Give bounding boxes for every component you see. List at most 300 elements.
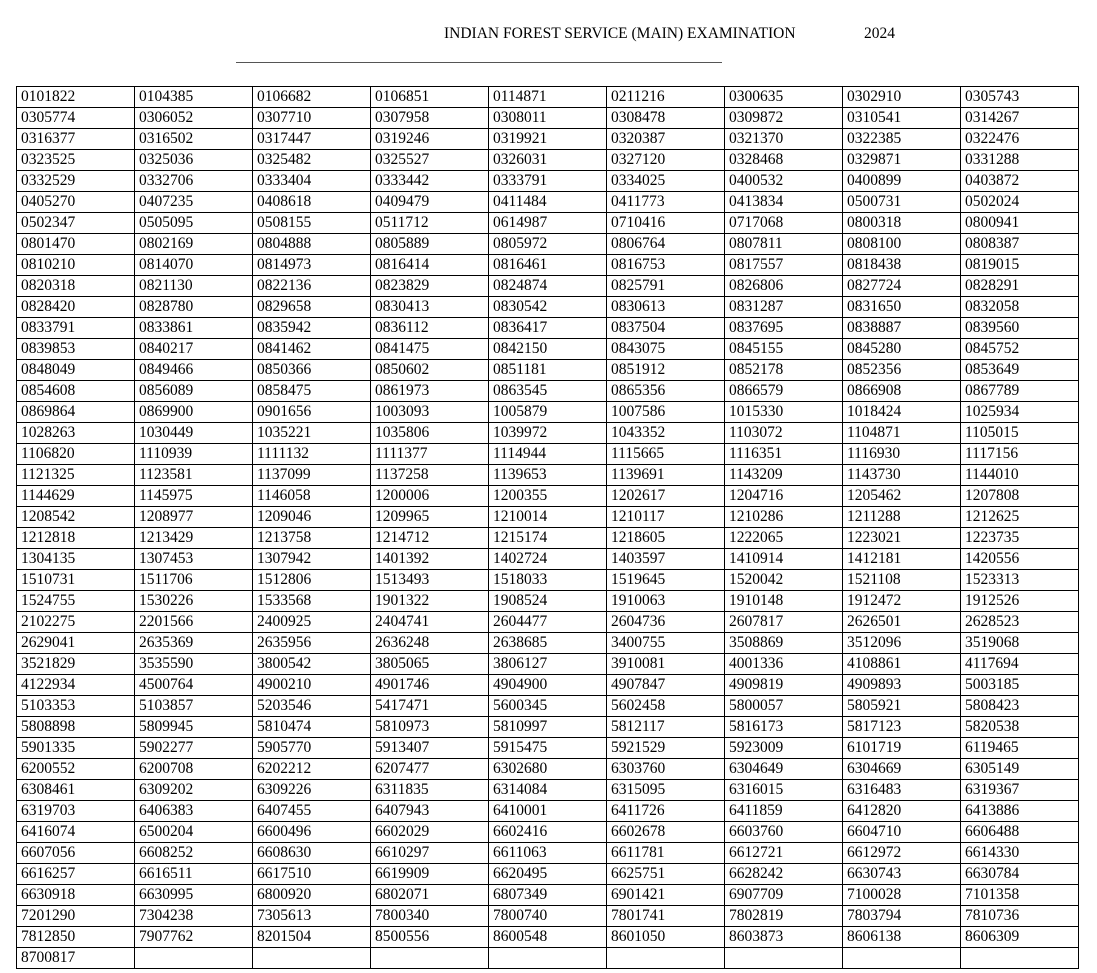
roll-number-cell: 0114871 [489,87,607,108]
roll-number-cell [135,948,253,969]
table-row [17,360,1079,381]
roll-number-cell: 1114944 [489,444,607,465]
roll-number-cell: 1210117 [607,507,725,528]
roll-number-cell: 3400755 [607,633,725,654]
roll-number-cell [961,948,1079,969]
roll-number-cell: 0800941 [961,213,1079,234]
roll-number-cell: 5808423 [961,696,1079,717]
roll-number-cell: 0827724 [843,276,961,297]
roll-number-cell [607,948,725,969]
roll-number-cell: 0839560 [961,318,1079,339]
roll-number-cell: 0104385 [135,87,253,108]
roll-number-cell: 1521108 [843,570,961,591]
roll-number-cell: 1307942 [253,549,371,570]
roll-number-cell: 6304649 [725,759,843,780]
roll-number-cell: 6630995 [135,885,253,906]
roll-number-cell [371,948,489,969]
table-row [17,633,1079,654]
roll-number-cell: 1208977 [135,507,253,528]
roll-number-cell [489,948,607,969]
roll-number-cell: 0326031 [489,150,607,171]
roll-number-cell: 2201566 [135,612,253,633]
roll-number-cell: 1412181 [843,549,961,570]
roll-number-cell: 0819015 [961,255,1079,276]
roll-number-cell: 0807811 [725,234,843,255]
roll-number-cell: 1145975 [135,486,253,507]
roll-number-cell: 6616257 [17,864,135,885]
roll-number-cell: 0106851 [371,87,489,108]
roll-number-cell: 6800920 [253,885,371,906]
roll-number-cell: 1213758 [253,528,371,549]
roll-number-cell: 6612721 [725,843,843,864]
table-row [17,906,1079,927]
roll-number-cell: 6614330 [961,843,1079,864]
roll-number-cell: 7100028 [843,885,961,906]
roll-number-cell: 1104871 [843,423,961,444]
table-row [17,612,1079,633]
roll-number-cell: 5800057 [725,696,843,717]
roll-number-cell: 6611781 [607,843,725,864]
roll-number-cell: 1213429 [135,528,253,549]
roll-number-cell: 1912526 [961,591,1079,612]
roll-number-cell: 1043352 [607,423,725,444]
roll-number-cell: 5808898 [17,717,135,738]
roll-number-cell: 7800340 [371,906,489,927]
roll-number-cell: 6411859 [725,801,843,822]
roll-number-cell: 1912472 [843,591,961,612]
roll-number-cell: 0411773 [607,192,725,213]
roll-number-cell: 0848049 [17,360,135,381]
roll-number-cell: 1003093 [371,402,489,423]
roll-number-cell: 5905770 [253,738,371,759]
roll-number-cell: 6901421 [607,885,725,906]
roll-number-cell: 6602416 [489,822,607,843]
roll-number-cell: 6604710 [843,822,961,843]
roll-number-cell: 5812117 [607,717,725,738]
roll-number-cell: 3508869 [725,633,843,654]
roll-number-cell: 4907847 [607,675,725,696]
table-row [17,864,1079,885]
roll-number-cell: 0322385 [843,129,961,150]
roll-number-cell: 0408618 [253,192,371,213]
roll-number-cell: 0300635 [725,87,843,108]
roll-number-cell: 1146058 [253,486,371,507]
table-row [17,696,1079,717]
roll-number-cell [253,948,371,969]
roll-number-cell: 1015330 [725,402,843,423]
roll-number-cell: 0816461 [489,255,607,276]
roll-number-cell: 0837504 [607,318,725,339]
roll-number-cell: 0403872 [961,171,1079,192]
roll-number-cell: 0800318 [843,213,961,234]
roll-number-cell: 6606488 [961,822,1079,843]
table-row [17,822,1079,843]
roll-number-cell: 6625751 [607,864,725,885]
roll-number-cell: 6303760 [607,759,725,780]
roll-number-cell: 6602029 [371,822,489,843]
roll-number-cell: 5203546 [253,696,371,717]
roll-number-cell: 0866579 [725,381,843,402]
roll-number-cell: 6410001 [489,801,607,822]
roll-number-cell: 4909893 [843,675,961,696]
table-row [17,129,1079,150]
roll-number-cell: 6200708 [135,759,253,780]
roll-number-cell: 6413886 [961,801,1079,822]
table-row [17,486,1079,507]
roll-number-cell: 7305613 [253,906,371,927]
roll-number-cell: 6119465 [961,738,1079,759]
roll-number-cell: 6607056 [17,843,135,864]
roll-number-cell: 1208542 [17,507,135,528]
roll-number-cell: 6630784 [961,864,1079,885]
roll-number-cell: 0325482 [253,150,371,171]
roll-number-cell: 5817123 [843,717,961,738]
roll-number-cell: 1035806 [371,423,489,444]
table-row [17,654,1079,675]
roll-number-cell: 8201504 [253,927,371,948]
roll-number-cell: 6319703 [17,801,135,822]
roll-number-cell: 0820318 [17,276,135,297]
roll-number-cell: 5810474 [253,717,371,738]
roll-number-cell: 2635956 [253,633,371,654]
table-row [17,402,1079,423]
roll-number-cell: 0816414 [371,255,489,276]
roll-number-cell: 5003185 [961,675,1079,696]
roll-number-cell: 0854608 [17,381,135,402]
roll-number-cell: 1524755 [17,591,135,612]
roll-number-cell: 2607817 [725,612,843,633]
roll-number-cell [843,948,961,969]
roll-number-cell: 0814070 [135,255,253,276]
roll-number-cell: 0865356 [607,381,725,402]
roll-number-cell: 6304669 [843,759,961,780]
roll-number-cell: 0830542 [489,297,607,318]
roll-number-cell: 3519068 [961,633,1079,654]
roll-number-cell: 6316483 [843,780,961,801]
roll-number-cell: 0901656 [253,402,371,423]
roll-number-cell: 6407455 [253,801,371,822]
roll-number-cell: 2635369 [135,633,253,654]
roll-number-cell: 6308461 [17,780,135,801]
table-row [17,192,1079,213]
table-row [17,150,1079,171]
roll-number-cell: 0853649 [961,360,1079,381]
roll-number-cell: 0851181 [489,360,607,381]
roll-number-cell: 1204716 [725,486,843,507]
roll-number-cell: 0821130 [135,276,253,297]
roll-number-cell: 0832058 [961,297,1079,318]
roll-number-cell: 4122934 [17,675,135,696]
roll-number-cell: 6608252 [135,843,253,864]
table-row [17,717,1079,738]
roll-number-cell: 5600345 [489,696,607,717]
table-row [17,108,1079,129]
roll-number-cell: 1218605 [607,528,725,549]
table-row [17,591,1079,612]
roll-number-cell: 8700817 [17,948,135,969]
roll-number-cell: 0717068 [725,213,843,234]
roll-number-cell: 1410914 [725,549,843,570]
roll-number-cell: 0845155 [725,339,843,360]
roll-number-cell: 2628523 [961,612,1079,633]
roll-number-cell: 0333791 [489,171,607,192]
roll-number-cell: 1209046 [253,507,371,528]
roll-number-cell: 6311835 [371,780,489,801]
table-row [17,213,1079,234]
roll-number-cell: 5820538 [961,717,1079,738]
roll-number-cell: 6315095 [607,780,725,801]
roll-number-cell: 0316502 [135,129,253,150]
roll-number-cell: 0866908 [843,381,961,402]
table-row [17,318,1079,339]
roll-number-cell: 0505095 [135,213,253,234]
roll-number-cell: 0833791 [17,318,135,339]
table-row [17,423,1079,444]
roll-number-cell: 7803794 [843,906,961,927]
roll-number-cell: 6616511 [135,864,253,885]
roll-number-cell: 1116930 [843,444,961,465]
roll-number-cell: 6610297 [371,843,489,864]
roll-number-cell: 1403597 [607,549,725,570]
roll-number-cell: 0332529 [17,171,135,192]
roll-number-cell: 1139653 [489,465,607,486]
roll-number-cell: 1137099 [253,465,371,486]
roll-number-cell: 0810210 [17,255,135,276]
table-row [17,297,1079,318]
roll-number-cell: 7802819 [725,906,843,927]
roll-number-cell: 0333404 [253,171,371,192]
roll-number-cell: 8600548 [489,927,607,948]
roll-number-cell: 4904900 [489,675,607,696]
roll-number-table-body [17,87,1079,969]
roll-number-cell: 0331288 [961,150,1079,171]
roll-number-cell: 0869864 [17,402,135,423]
roll-number-cell: 6200552 [17,759,135,780]
roll-number-cell: 1518033 [489,570,607,591]
roll-number-cell: 3512096 [843,633,961,654]
roll-number-cell: 0826806 [725,276,843,297]
roll-number-cell: 0852178 [725,360,843,381]
roll-number-cell: 2404741 [371,612,489,633]
roll-number-cell: 0852356 [843,360,961,381]
roll-number-cell: 2626501 [843,612,961,633]
roll-number-cell: 1018424 [843,402,961,423]
roll-number-cell: 1030449 [135,423,253,444]
table-row [17,465,1079,486]
roll-number-cell: 0323525 [17,150,135,171]
roll-number-cell: 1139691 [607,465,725,486]
roll-number-cell: 1121325 [17,465,135,486]
roll-number-cell: 1205462 [843,486,961,507]
roll-number-cell: 1212818 [17,528,135,549]
roll-number-cell: 0308478 [607,108,725,129]
roll-number-cell: 0508155 [253,213,371,234]
roll-number-cell: 1222065 [725,528,843,549]
roll-number-cell: 0413834 [725,192,843,213]
table-row [17,570,1079,591]
roll-number-cell: 0325036 [135,150,253,171]
roll-number-cell: 1143730 [843,465,961,486]
roll-number-cell: 5810997 [489,717,607,738]
roll-number-cell: 1209965 [371,507,489,528]
roll-number-cell: 7810736 [961,906,1079,927]
roll-number-cell: 8606138 [843,927,961,948]
roll-number-cell: 1200355 [489,486,607,507]
roll-number-cell: 1223021 [843,528,961,549]
roll-number-cell: 1111377 [371,444,489,465]
table-row [17,234,1079,255]
exam-title: INDIAN FOREST SERVICE (MAIN) EXAMINATION [444,25,796,42]
table-row [17,276,1079,297]
roll-number-cell: 6611063 [489,843,607,864]
roll-number-cell: 1143209 [725,465,843,486]
roll-number-cell: 1210014 [489,507,607,528]
header-rule [236,62,722,63]
roll-number-cell: 6608630 [253,843,371,864]
table-row [17,255,1079,276]
table-row [17,507,1079,528]
roll-number-cell: 1144629 [17,486,135,507]
table-row [17,339,1079,360]
roll-number-cell: 6305149 [961,759,1079,780]
roll-number-cell: 0106682 [253,87,371,108]
roll-number-cell: 0614987 [489,213,607,234]
roll-number-cell: 1207808 [961,486,1079,507]
roll-number-cell: 6416074 [17,822,135,843]
roll-number-cell: 3910081 [607,654,725,675]
roll-number-cell: 5816173 [725,717,843,738]
roll-number-cell: 1007586 [607,402,725,423]
roll-number-cell: 0305743 [961,87,1079,108]
roll-number-cell: 3806127 [489,654,607,675]
document-header [0,22,1097,46]
roll-number-cell: 0814973 [253,255,371,276]
roll-number-cell: 0321370 [725,129,843,150]
roll-number-cell: 6630743 [843,864,961,885]
roll-number-cell: 0841475 [371,339,489,360]
roll-number-cell: 8500556 [371,927,489,948]
roll-number-cell: 3805065 [371,654,489,675]
roll-number-cell: 0836417 [489,318,607,339]
roll-number-cell: 1005879 [489,402,607,423]
roll-number-cell: 2629041 [17,633,135,654]
roll-number-cell: 1908524 [489,591,607,612]
roll-number-cell: 1028263 [17,423,135,444]
roll-number-cell: 0828780 [135,297,253,318]
table-row [17,759,1079,780]
roll-number-cell: 0710416 [607,213,725,234]
roll-number-cell: 7812850 [17,927,135,948]
roll-number-cell: 5913407 [371,738,489,759]
roll-number-cell: 1420556 [961,549,1079,570]
roll-number-cell: 6600496 [253,822,371,843]
roll-number-cell: 0502024 [961,192,1079,213]
roll-number-cell: 0867789 [961,381,1079,402]
roll-number-cell: 1214712 [371,528,489,549]
roll-number-cell: 4108861 [843,654,961,675]
roll-number-cell: 0840217 [135,339,253,360]
roll-number-cell: 7801741 [607,906,725,927]
roll-number-cell: 1910063 [607,591,725,612]
roll-number-cell: 1512806 [253,570,371,591]
roll-number-cell: 6907709 [725,885,843,906]
roll-number-cell: 6802071 [371,885,489,906]
roll-number-cell: 6807349 [489,885,607,906]
roll-number-cell: 1210286 [725,507,843,528]
roll-number-cell: 5103353 [17,696,135,717]
roll-number-cell: 1106820 [17,444,135,465]
roll-number-cell: 0320387 [607,129,725,150]
roll-number-cell: 0850602 [371,360,489,381]
roll-number-cell: 1901322 [371,591,489,612]
roll-number-cell: 0308011 [489,108,607,129]
roll-number-cell: 0309872 [725,108,843,129]
roll-number-cell: 0830413 [371,297,489,318]
roll-number-cell: 1523313 [961,570,1079,591]
roll-number-cell: 5417471 [371,696,489,717]
table-row [17,549,1079,570]
roll-number-cell: 6207477 [371,759,489,780]
roll-number-cell: 6411726 [607,801,725,822]
roll-number-cell: 0400532 [725,171,843,192]
roll-number-cell: 6406383 [135,801,253,822]
table-row [17,87,1079,108]
roll-number-cell: 4001336 [725,654,843,675]
roll-number-cell: 1111132 [253,444,371,465]
table-row [17,927,1079,948]
roll-number-cell: 1039972 [489,423,607,444]
roll-number-cell: 5810973 [371,717,489,738]
roll-number-cell: 5103857 [135,696,253,717]
roll-number-cell: 6101719 [843,738,961,759]
roll-number-cell: 0307958 [371,108,489,129]
roll-number-cell: 1530226 [135,591,253,612]
roll-number-cell: 0319246 [371,129,489,150]
roll-number-cell: 0502347 [17,213,135,234]
exam-year: 2024 [864,25,895,42]
roll-number-cell: 0841462 [253,339,371,360]
roll-number-cell: 0842150 [489,339,607,360]
roll-number-cell: 0849466 [135,360,253,381]
roll-number-cell: 6620495 [489,864,607,885]
roll-number-cell: 1307453 [135,549,253,570]
roll-number-cell: 1110939 [135,444,253,465]
roll-number-cell: 2400925 [253,612,371,633]
roll-number-cell: 0818438 [843,255,961,276]
roll-number-cell: 0317447 [253,129,371,150]
roll-number-cell: 7907762 [135,927,253,948]
roll-number-cell: 1401392 [371,549,489,570]
roll-number-cell: 0211216 [607,87,725,108]
table-row [17,528,1079,549]
roll-number-cell: 0805889 [371,234,489,255]
roll-number-cell: 7800740 [489,906,607,927]
roll-number-cell: 0843075 [607,339,725,360]
roll-number-cell: 5902277 [135,738,253,759]
roll-number-cell: 0822136 [253,276,371,297]
roll-number-cell: 0332706 [135,171,253,192]
roll-number-cell: 0333442 [371,171,489,192]
roll-number-cell: 0328468 [725,150,843,171]
roll-number-cell: 0302910 [843,87,961,108]
table-row [17,780,1079,801]
roll-number-cell: 0804888 [253,234,371,255]
roll-number-cell: 0828291 [961,276,1079,297]
roll-number-cell: 1511706 [135,570,253,591]
roll-number-cell: 0833861 [135,318,253,339]
roll-number-cell: 4901746 [371,675,489,696]
roll-number-cell: 1519645 [607,570,725,591]
